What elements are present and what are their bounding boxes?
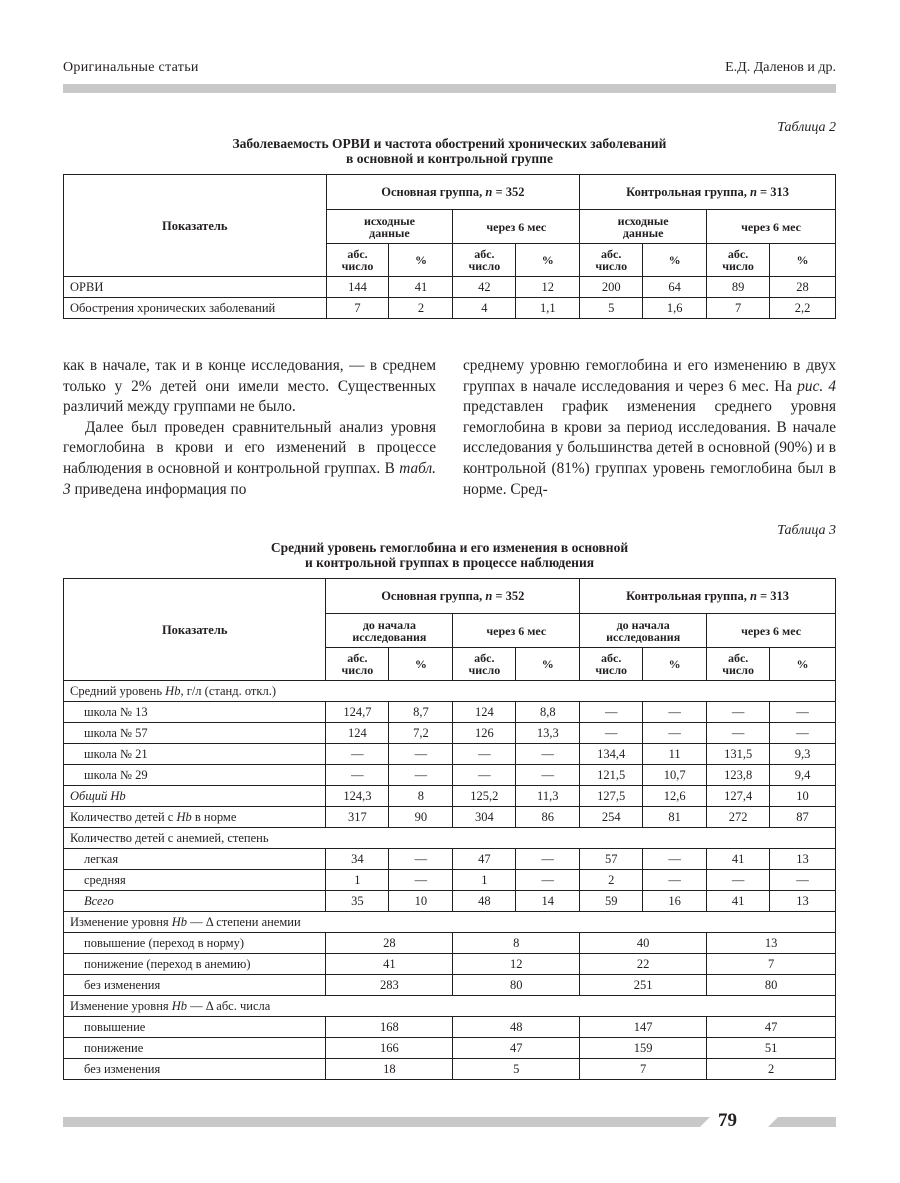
table-cell: 14 xyxy=(516,891,580,912)
table-row xyxy=(64,681,836,702)
abs-header: абс. число xyxy=(707,648,770,681)
pct-header: % xyxy=(389,648,453,681)
table-cell: — xyxy=(707,723,770,744)
table-cell: 304 xyxy=(453,807,516,828)
row-label: школа № 13 xyxy=(64,702,326,723)
table-cell: 87 xyxy=(770,807,836,828)
row-label: повышение xyxy=(64,1017,326,1038)
table-cell: 51 xyxy=(707,1038,836,1059)
row-label: без изменения xyxy=(64,975,326,996)
table-cell: 4 xyxy=(453,298,516,319)
table-cell: 80 xyxy=(453,975,580,996)
table-row xyxy=(64,891,836,912)
table-cell: 166 xyxy=(326,1038,453,1059)
table-cell: — xyxy=(770,723,836,744)
table-row xyxy=(64,1038,836,1059)
table-cell: — xyxy=(643,870,707,891)
table-cell: 13 xyxy=(707,933,836,954)
table-cell: 41 xyxy=(389,277,453,298)
table-cell: 47 xyxy=(453,1038,580,1059)
table-cell: 9,3 xyxy=(770,744,836,765)
table-cell: 90 xyxy=(389,807,453,828)
header-divider xyxy=(63,84,836,93)
table-cell: 59 xyxy=(580,891,643,912)
table-row xyxy=(64,870,836,891)
table2-indicator-header: Показатель xyxy=(64,175,327,277)
table-cell: 64 xyxy=(643,277,707,298)
author-names: Е.Д. Даленов и др. xyxy=(725,60,836,75)
table-cell: 8 xyxy=(453,933,580,954)
table-cell: — xyxy=(643,723,707,744)
table-cell: 254 xyxy=(580,807,643,828)
pct-header: % xyxy=(770,648,836,681)
pct-header: % xyxy=(516,244,580,277)
abs-header: абс. число xyxy=(326,648,389,681)
table-cell: 251 xyxy=(580,975,707,996)
table-cell: 34 xyxy=(326,849,389,870)
table-cell: 12 xyxy=(453,954,580,975)
table-cell: 317 xyxy=(326,807,389,828)
table3-period-before: до начала исследования xyxy=(326,614,453,648)
row-label: средняя xyxy=(64,870,326,891)
table3-indicator-header: Показатель xyxy=(64,579,326,681)
table3-label: Таблица 3 xyxy=(777,523,836,538)
row-label: школа № 29 xyxy=(64,765,326,786)
table3-period-6mo: через 6 мес xyxy=(453,614,580,648)
table-cell: 200 xyxy=(580,277,643,298)
row-label: Всего xyxy=(64,891,326,912)
table-cell: 2 xyxy=(580,870,643,891)
row-label: повышение (переход в норму) xyxy=(64,933,326,954)
table-cell: 8,8 xyxy=(516,702,580,723)
pct-header: % xyxy=(770,244,836,277)
table-cell: 41 xyxy=(707,891,770,912)
table-cell: 47 xyxy=(707,1017,836,1038)
footer-divider-right xyxy=(778,1117,836,1127)
table-cell: 11,3 xyxy=(516,786,580,807)
table-cell: 80 xyxy=(707,975,836,996)
row-label: школа № 21 xyxy=(64,744,326,765)
abs-header: абс. число xyxy=(326,244,389,277)
row-label: Обострения хронических заболеваний xyxy=(64,298,327,319)
row-label: ОРВИ xyxy=(64,277,327,298)
table-cell: — xyxy=(389,849,453,870)
table-row xyxy=(64,744,836,765)
table-cell: 1,1 xyxy=(516,298,580,319)
table-cell: — xyxy=(770,702,836,723)
abs-header: абс. число xyxy=(453,244,516,277)
pct-header: % xyxy=(643,244,707,277)
row-label: понижение xyxy=(64,1038,326,1059)
table-cell: — xyxy=(389,744,453,765)
table-cell: 7 xyxy=(326,298,389,319)
table-cell: 13 xyxy=(770,891,836,912)
table2-control-group-header: Контрольная группа, n = 313 xyxy=(580,175,836,210)
table-cell: 40 xyxy=(580,933,707,954)
table-cell: 123,8 xyxy=(707,765,770,786)
table-row xyxy=(64,954,836,975)
table3-title-line1: Средний уровень гемоглобина и его изменения в основной xyxy=(270,540,629,555)
paragraph: как в начале, так и в конце исследования, — в среднем только у 2% детей они имели место. Существенных различий между группами не было. xyxy=(63,357,436,416)
row-label: легкая xyxy=(64,849,326,870)
table-row xyxy=(64,702,836,723)
footer-divider-left xyxy=(63,1117,700,1127)
table-cell: 125,2 xyxy=(453,786,516,807)
table-cell: — xyxy=(516,849,580,870)
table-cell: 10 xyxy=(770,786,836,807)
table-cell: 10 xyxy=(389,891,453,912)
table-cell: — xyxy=(516,765,580,786)
table-cell: 18 xyxy=(326,1059,453,1080)
table-row xyxy=(64,807,836,828)
table-row xyxy=(64,1017,836,1038)
table-cell: — xyxy=(453,744,516,765)
table-cell: 89 xyxy=(707,277,770,298)
table-cell: 134,4 xyxy=(580,744,643,765)
table-cell: 1,6 xyxy=(643,298,707,319)
paragraph: среднему уровню гемоглобина и его изменению в двух группах в начале исследования и через 6 мес. На рис. 4 представлен график изменения среднего уровня гемоглобина в крови за период исследования. В начале исследования у большинства детей в основной (90%) и в контрольной (81%) группах уровень гемоглобина был в норме. Сред- xyxy=(463,357,836,498)
table-cell: 121,5 xyxy=(580,765,643,786)
table-cell: 48 xyxy=(453,1017,580,1038)
table-cell: 11 xyxy=(643,744,707,765)
table-cell: — xyxy=(643,702,707,723)
table-cell: 126 xyxy=(453,723,516,744)
row-label: без изменения xyxy=(64,1059,326,1080)
pct-header: % xyxy=(389,244,453,277)
table-cell: — xyxy=(389,870,453,891)
table2-period-baseline: исходные данные xyxy=(326,210,453,244)
row-label: Количество детей с Hb в норме xyxy=(64,807,326,828)
table-cell: 12,6 xyxy=(643,786,707,807)
table-cell: 2,2 xyxy=(770,298,836,319)
table3-control-group-header: Контрольная группа, n = 313 xyxy=(580,579,836,614)
table-cell: — xyxy=(580,723,643,744)
table3 xyxy=(63,578,836,1080)
table-cell: 7 xyxy=(707,954,836,975)
table-cell: 47 xyxy=(453,849,516,870)
table-row xyxy=(64,975,836,996)
table-cell: 41 xyxy=(707,849,770,870)
table-cell: 28 xyxy=(770,277,836,298)
table-cell: 127,5 xyxy=(580,786,643,807)
table-cell: 8,7 xyxy=(389,702,453,723)
table-cell: 272 xyxy=(707,807,770,828)
table3-title-line2: и контрольной группах в процессе наблюдения xyxy=(304,555,595,570)
table-row xyxy=(64,996,836,1017)
table-cell: — xyxy=(389,765,453,786)
table-cell: 7 xyxy=(580,1059,707,1080)
table-cell: 1 xyxy=(453,870,516,891)
table-cell: 5 xyxy=(453,1059,580,1080)
table-cell: 8 xyxy=(389,786,453,807)
table2-period-6mo: через 6 мес xyxy=(707,210,836,244)
table-row xyxy=(64,298,836,319)
abs-header: абс. число xyxy=(453,648,516,681)
table-cell: 147 xyxy=(580,1017,707,1038)
section-label: Количество детей с анемией, степень xyxy=(64,828,836,849)
table-cell: 35 xyxy=(326,891,389,912)
table-row xyxy=(64,765,836,786)
table-cell: 41 xyxy=(326,954,453,975)
abs-header: абс. число xyxy=(580,244,643,277)
table2-title-line2: в основной и контрольной группе xyxy=(346,151,553,166)
table-cell: 9,4 xyxy=(770,765,836,786)
table2-title xyxy=(63,136,836,166)
table-cell: — xyxy=(516,744,580,765)
table-row xyxy=(64,786,836,807)
table-cell: — xyxy=(326,765,389,786)
running-header xyxy=(63,58,836,80)
table-cell: 16 xyxy=(643,891,707,912)
table-row xyxy=(64,723,836,744)
table3-title xyxy=(63,540,836,570)
table-cell: 127,4 xyxy=(707,786,770,807)
section-label: Изменение уровня Hb — Δ степени анемии xyxy=(64,912,836,933)
table-cell: 2 xyxy=(389,298,453,319)
table3-main-group-header: Основная группа, n = 352 xyxy=(326,579,580,614)
table-cell: 42 xyxy=(453,277,516,298)
table-cell: 86 xyxy=(516,807,580,828)
table-cell: 2 xyxy=(707,1059,836,1080)
table-cell: 13,3 xyxy=(516,723,580,744)
table-row xyxy=(64,828,836,849)
table-cell: 131,5 xyxy=(707,744,770,765)
table-cell: 5 xyxy=(580,298,643,319)
table-row xyxy=(64,912,836,933)
row-label: школа № 57 xyxy=(64,723,326,744)
table-cell: — xyxy=(453,765,516,786)
table-cell: 1 xyxy=(326,870,389,891)
table-cell: 7,2 xyxy=(389,723,453,744)
table2 xyxy=(63,174,836,319)
pct-header: % xyxy=(643,648,707,681)
table2-label: Таблица 2 xyxy=(777,120,836,135)
page-number: 79 xyxy=(718,1110,737,1131)
table2-period-6mo: через 6 мес xyxy=(453,210,580,244)
table-cell: 124 xyxy=(453,702,516,723)
paragraph: Далее был проведен сравнительный анализ уровня гемоглобина в крови и его изменений в процессе наблюдения в основной и контрольной группах. В табл. 3 приведена информация по xyxy=(63,418,436,498)
table-cell: 13 xyxy=(770,849,836,870)
table-cell: 168 xyxy=(326,1017,453,1038)
table-cell: 7 xyxy=(707,298,770,319)
table-cell: 144 xyxy=(326,277,389,298)
table3-period-6mo: через 6 мес xyxy=(707,614,836,648)
abs-header: абс. число xyxy=(580,648,643,681)
section-label: Средний уровень Hb, г/л (станд. откл.) xyxy=(64,681,836,702)
table-cell: 22 xyxy=(580,954,707,975)
text-column-left xyxy=(63,356,436,500)
table2-main-group-header: Основная группа, n = 352 xyxy=(326,175,580,210)
table3-period-before: до начала исследования xyxy=(580,614,707,648)
table2-title-line1: Заболеваемость ОРВИ и частота обострений хронических заболеваний xyxy=(232,136,667,151)
section-name: Оригинальные статьи xyxy=(63,60,199,75)
table-cell: — xyxy=(707,702,770,723)
table-cell: — xyxy=(643,849,707,870)
table-cell: 159 xyxy=(580,1038,707,1059)
table-cell: 28 xyxy=(326,933,453,954)
table-cell: 81 xyxy=(643,807,707,828)
table-cell: — xyxy=(326,744,389,765)
table-cell: — xyxy=(707,870,770,891)
table-row xyxy=(64,849,836,870)
table-cell: 124,3 xyxy=(326,786,389,807)
table-cell: 12 xyxy=(516,277,580,298)
abs-header: абс. число xyxy=(707,244,770,277)
table-cell: — xyxy=(580,702,643,723)
table-cell: 10,7 xyxy=(643,765,707,786)
table-cell: 57 xyxy=(580,849,643,870)
table-cell: 124 xyxy=(326,723,389,744)
table-cell: — xyxy=(770,870,836,891)
table-row xyxy=(64,933,836,954)
section-label: Изменение уровня Hb — Δ абс. числа xyxy=(64,996,836,1017)
table2-period-baseline: исходные данные xyxy=(580,210,707,244)
text-column-right xyxy=(463,356,836,500)
table-row xyxy=(64,277,836,298)
table-cell: — xyxy=(516,870,580,891)
table-row xyxy=(64,1059,836,1080)
row-label: понижение (переход в анемию) xyxy=(64,954,326,975)
pct-header: % xyxy=(516,648,580,681)
row-label: Общий Hb xyxy=(64,786,326,807)
table-cell: 124,7 xyxy=(326,702,389,723)
table-cell: 48 xyxy=(453,891,516,912)
table-cell: 283 xyxy=(326,975,453,996)
